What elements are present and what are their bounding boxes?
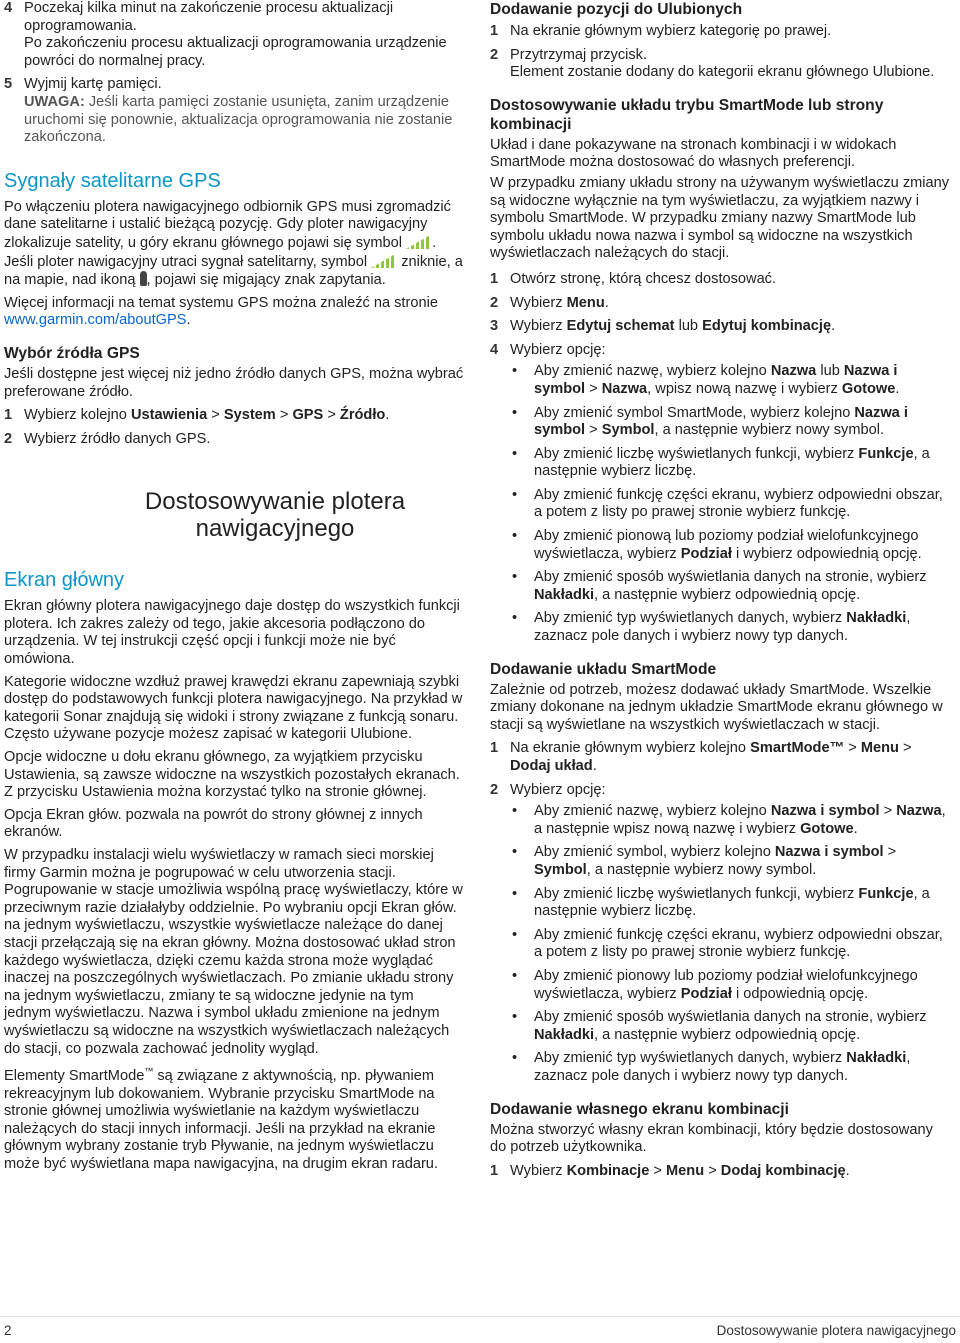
gps-heading: Sygnały satelitarne GPS bbox=[4, 169, 221, 192]
text-fragment: Aby zmienić typ wyświetlanych danych, wybierz bbox=[534, 610, 843, 627]
text-fragment: > bbox=[903, 740, 912, 757]
smartmode-options-list bbox=[490, 803, 952, 1085]
period: . bbox=[831, 318, 836, 335]
text-fragment: , a następnie wybierz odpowiednią opcję. bbox=[594, 1026, 861, 1043]
bold-term: Podział bbox=[680, 985, 732, 1002]
step-number: 2 bbox=[490, 46, 499, 63]
step-number: 1 bbox=[4, 407, 13, 424]
period: . bbox=[604, 294, 609, 311]
separator: > bbox=[211, 407, 220, 424]
text-fragment: , a następnie wybierz liczbę. bbox=[534, 885, 930, 920]
bold-term: Nazwa bbox=[601, 380, 648, 397]
gps-more-info bbox=[4, 295, 464, 330]
source-step-2 bbox=[4, 431, 464, 449]
text-fragment: , wpisz nową nazwę i wybierz bbox=[647, 380, 838, 397]
step-number: 1 bbox=[490, 740, 499, 757]
layout-heading: Dostosowywanie układu trybu SmartMode lub strony kombinacji bbox=[490, 96, 884, 133]
custom-paragraph: Można stworzyć własny ekran kombinacji, który będzie dostosowany do potrzeb użytkownika. bbox=[490, 1121, 933, 1156]
step-number: 1 bbox=[490, 270, 499, 287]
gps-paragraph bbox=[4, 199, 464, 290]
custom-step-1 bbox=[490, 1163, 952, 1181]
step-text: Wybierz źródło danych GPS. bbox=[24, 430, 211, 447]
step-number: 5 bbox=[4, 76, 13, 93]
bold-term: Nazwa i symbol bbox=[774, 844, 884, 861]
menu-menu: Menu bbox=[566, 294, 605, 311]
step-number: 1 bbox=[490, 1162, 499, 1179]
text-fragment: Na ekranie głównym wybierz kolejno bbox=[510, 740, 747, 757]
smartmode-description: są związane z aktywnością, np. pływaniem rekreacyjnym lub dokowaniem. Wybranie przycisku SmartMode na stronie głównej umożliwia wyświetlanie na każdym wyświetlaczu należących do stacji innych informacji. Jeśli na przykład na ekranie głównym wybrany zostanie tryb Pływanie, na jednym wyświetlaczu może być wyświetlana mapa nawigacyjna, na drugim ekran radaru. bbox=[4, 1067, 438, 1172]
fav-step-2 bbox=[490, 47, 952, 82]
step-number: 2 bbox=[4, 430, 13, 447]
text-fragment: Wybierz bbox=[510, 1162, 563, 1179]
bold-term: Symbol bbox=[601, 422, 655, 439]
text-fragment: Aby zmienić sposób wyświetlania danych na stronie, wybierz bbox=[534, 569, 927, 586]
gps-more-text: Więcej informacji na temat systemu GPS można znaleźć na stronie bbox=[4, 294, 438, 311]
gps-text-2: . Jeśli ploter nawigacyjny utraci sygnał satelitarny, symbol bbox=[4, 234, 437, 270]
step-subtext: Po zakończeniu procesu aktualizacji oprogramowania urządzenie powróci do normalnej pracy. bbox=[24, 35, 447, 69]
text-fragment: Aby zmienić sposób wyświetlania danych na stronie, wybierz bbox=[534, 1009, 927, 1026]
text-fragment: > bbox=[653, 1162, 662, 1179]
bold-term: Menu bbox=[860, 740, 899, 757]
layout-options-list bbox=[490, 363, 952, 645]
home-paragraph-2: Kategorie widoczne wzdłuż prawej krawędzi ekranu zapewniają szybki dostęp do podstawowych funkcji plotera nawigacyjnego. Na przykład w kategorii Sonar znajdują się widoki i strony związane z funkcją sonaru. Często używane pozycje możesz zapisać w kategorii Ulubione. bbox=[4, 673, 463, 743]
menu-source: Źródło bbox=[339, 407, 386, 424]
separator: > bbox=[327, 407, 336, 424]
step-text-plain: Wybierz bbox=[510, 318, 563, 335]
bold-term: Podział bbox=[680, 545, 732, 562]
layout-paragraph-1: Układ i dane pokazywane na stronach kombinacji i w widokach SmartMode można dostosować do własnych preferencji. bbox=[490, 136, 897, 171]
list-item bbox=[490, 528, 952, 563]
step-text: Wybierz opcję: bbox=[510, 781, 606, 798]
step-text: Poczekaj kilka minut na zakończenie procesu aktualizacji oprogramowania. bbox=[24, 0, 394, 34]
layout-paragraph-2: W przypadku zmiany układu strony na używanym wyświetlaczu zmiany są widoczne wyłącznie na tym wyświetlaczu, za wyjątkiem nazwy i symbolu SmartMode. W przypadku zmiany nazwy SmartMode lub symbolu układu nowa nazwa i symbol są widoczne na wszystkich wyświetlaczach należących do stacji. bbox=[490, 174, 950, 262]
bold-term: Nazwa i symbol bbox=[534, 363, 898, 397]
text-fragment: > bbox=[848, 740, 857, 757]
bold-term: Nazwa i symbol bbox=[534, 404, 908, 439]
step-text bbox=[510, 740, 952, 775]
step-text-plain: Wybierz bbox=[510, 294, 563, 311]
source-step-1 bbox=[4, 407, 464, 425]
text-fragment: , a następnie wybierz nowy symbol. bbox=[654, 422, 885, 439]
bold-term: Funkcje bbox=[858, 885, 914, 902]
list-item bbox=[490, 405, 952, 440]
note-text: Jeśli karta pamięci zostanie usunięta, zanim urządzenie uruchomi się ponownie, aktualizacja oprogramowania nie zostanie zakończona. bbox=[24, 93, 453, 146]
list-item bbox=[490, 569, 952, 604]
position-icon bbox=[140, 271, 147, 286]
step-text: Wyjmij kartę pamięci. bbox=[24, 76, 162, 93]
smartmode-paragraph: Zależnie od potrzeb, możesz dodawać układy SmartMode. Wszelkie zmiany dokonane na jednym układzie SmartMode ekranu głównego w stacji są wyświetlane na wszystkich wyświetlaczach w stacji. bbox=[490, 681, 943, 733]
step-number: 4 bbox=[4, 0, 13, 16]
step-subtext: Element zostanie dodany do kategorii ekranu głównego Ulubione. bbox=[510, 64, 935, 81]
text-fragment: . bbox=[853, 820, 858, 837]
layout-step-4 bbox=[490, 342, 952, 360]
text-fragment: > bbox=[589, 422, 598, 439]
text-fragment: . bbox=[592, 758, 597, 774]
bold-term: Gotowe bbox=[800, 820, 854, 837]
list-item bbox=[490, 363, 952, 398]
step-number: 2 bbox=[490, 294, 499, 311]
text-fragment: > bbox=[883, 803, 893, 820]
step-number: 3 bbox=[490, 318, 499, 335]
step-text-plain: lub bbox=[678, 318, 699, 335]
home-heading: Ekran główny bbox=[4, 569, 125, 592]
menu-gps: GPS bbox=[292, 407, 324, 424]
right-column bbox=[490, 0, 952, 1186]
text-fragment: i wybierz odpowiednią opcję. bbox=[735, 545, 922, 562]
separator: > bbox=[279, 407, 289, 424]
text-fragment: > bbox=[589, 380, 598, 397]
layout-step-3 bbox=[490, 318, 952, 336]
step-text: Przytrzymaj przycisk. bbox=[510, 46, 648, 63]
bold-term: Gotowe bbox=[841, 380, 896, 397]
bold-term: Nazwa i symbol bbox=[770, 803, 880, 820]
list-item bbox=[490, 446, 952, 481]
menu-edit-layout: Edytuj schemat bbox=[566, 318, 675, 335]
menu-system: System bbox=[223, 407, 276, 424]
text-fragment: , a następnie wpisz nową nazwę i wybierz bbox=[534, 803, 946, 837]
gps-text-4: , pojawi się migający znak zapytania. bbox=[146, 272, 386, 289]
list-item bbox=[490, 968, 952, 1003]
home-paragraph-1: Ekran główny plotera nawigacyjnego daje dostęp do wszystkich funkcji plotera. Ich zakres zależy od tego, jakie akcesoria podłączono do urządzenia. W tej instrukcji część opcji i funkcji może nie być omówiona. bbox=[4, 598, 460, 668]
text-fragment: Aby zmienić liczbę wyświetlanych funkcji, wybierz bbox=[534, 445, 855, 462]
smart-step-1 bbox=[490, 740, 952, 775]
layout-step-2 bbox=[490, 295, 952, 313]
bold-term: Symbol bbox=[534, 861, 587, 878]
left-column bbox=[4, 0, 464, 1177]
text-fragment: Aby zmienić funkcję części ekranu, wybierz odpowiedni obszar, a potem z listy po prawej stronie wybierz funkcję. bbox=[534, 486, 943, 521]
list-item bbox=[490, 886, 952, 921]
step-text-plain: Wybierz kolejno bbox=[24, 407, 127, 424]
text-fragment: . bbox=[895, 380, 900, 397]
fav-step-1 bbox=[490, 23, 952, 41]
favorites-heading: Dodawanie pozycji do Ulubionych bbox=[490, 1, 743, 18]
gps-more-end: . bbox=[186, 312, 191, 329]
trademark: ™ bbox=[144, 1066, 154, 1077]
text-fragment: Aby zmienić symbol SmartMode, wybierz kolejno bbox=[534, 404, 851, 421]
text-fragment: lub bbox=[820, 363, 840, 380]
bold-term: Nazwa bbox=[896, 803, 942, 820]
step-number: 2 bbox=[490, 781, 499, 798]
menu-settings: Ustawienia bbox=[130, 407, 208, 424]
footer-divider bbox=[0, 1316, 960, 1317]
smart-step-2 bbox=[490, 782, 952, 800]
text-fragment: . bbox=[845, 1162, 850, 1179]
list-item bbox=[490, 803, 952, 838]
home-paragraph-6 bbox=[4, 1063, 464, 1173]
step-text: Wybierz opcję: bbox=[510, 341, 606, 358]
bold-term: Nakładki bbox=[534, 586, 595, 603]
layout-step-1 bbox=[490, 271, 952, 289]
list-item bbox=[490, 610, 952, 645]
text-fragment: Aby zmienić nazwę, wybierz kolejno bbox=[534, 803, 767, 820]
list-item bbox=[490, 1009, 952, 1044]
bold-term: SmartMode™ bbox=[750, 740, 845, 757]
gps-source-heading: Wybór źródła GPS bbox=[4, 344, 140, 362]
gps-text-3: zniknie, a na mapie, nad ikoną bbox=[4, 253, 463, 289]
chapter-title: Dostosowywanie plotera nawigacyjnego bbox=[144, 488, 406, 543]
gps-signal-icon bbox=[406, 234, 432, 249]
page-number: 2 bbox=[4, 1323, 12, 1338]
text-fragment: Aby zmienić symbol, wybierz kolejno bbox=[534, 844, 771, 861]
home-paragraph-3: Opcje widoczne u dołu ekranu głównego, za wyjątkiem przycisku Ustawienia, są zawsze widoczne na wszystkich pozostałych ekranach. Z przycisku Ustawienia można korzystać tylko na stronie głównej. bbox=[4, 749, 460, 801]
text-fragment: Aby zmienić liczbę wyświetlanych funkcji, wybierz bbox=[534, 885, 855, 902]
step-5 bbox=[4, 76, 464, 146]
footer-title: Dostosowywanie plotera nawigacyjnego bbox=[716, 1323, 956, 1338]
list-item bbox=[490, 844, 952, 879]
bold-term: Nazwa bbox=[770, 363, 817, 380]
garmin-gps-link[interactable]: www.garmin.com/aboutGPS bbox=[4, 312, 187, 329]
note bbox=[24, 94, 464, 147]
bold-term: Dodaj kombinację bbox=[720, 1162, 846, 1179]
text-fragment: Aby zmienić pionową lub poziomy podział wielofunkcyjnego wyświetlacza, wybierz bbox=[534, 528, 919, 562]
text-fragment: , zaznacz pole danych i wybierz nowy typ danych. bbox=[534, 1050, 911, 1084]
bold-term: Kombinacje bbox=[566, 1162, 650, 1179]
step-text bbox=[510, 295, 952, 313]
list-item bbox=[490, 1050, 952, 1085]
bold-term: Nakładki bbox=[846, 1050, 907, 1067]
list-item bbox=[490, 487, 952, 522]
bold-term: Nakładki bbox=[534, 1026, 595, 1043]
text-fragment: , a następnie wybierz odpowiednią opcję. bbox=[594, 586, 861, 603]
text-fragment: Aby zmienić nazwę, wybierz kolejno bbox=[534, 363, 767, 380]
home-paragraph-4: Opcja Ekran głów. pozwala na powrót do strony głównej z innych ekranów. bbox=[4, 806, 423, 841]
text-fragment: , a następnie wybierz liczbę. bbox=[534, 445, 930, 480]
text-fragment: Aby zmienić typ wyświetlanych danych, wybierz bbox=[534, 1050, 843, 1067]
gps-signal-icon bbox=[371, 253, 397, 268]
note-label: UWAGA: bbox=[24, 93, 85, 110]
gps-source-paragraph: Jeśli dostępne jest więcej niż jedno źródło danych GPS, można wybrać preferowane źródło. bbox=[4, 365, 464, 400]
step-text bbox=[510, 318, 952, 336]
text-fragment: > bbox=[887, 844, 897, 861]
custom-combination-heading: Dodawanie własnego ekranu kombinacji bbox=[490, 1100, 789, 1118]
step-text bbox=[24, 407, 464, 425]
text-fragment: i odpowiednią opcję. bbox=[735, 985, 869, 1002]
text-fragment: , zaznacz pole danych i wybierz nowy typ danych. bbox=[534, 610, 911, 645]
step-number: 1 bbox=[490, 23, 499, 39]
step-number: 4 bbox=[490, 341, 499, 358]
gps-text-1: Po włączeniu plotera nawigacyjnego odbiornik GPS musi zgromadzić dane satelitarne i ustalić bieżącą pozycję. Gdy ploter nawigacyjny zlokalizuje satelity, u góry ekranu głównego pojawi się symbol bbox=[4, 198, 451, 251]
bold-term: Menu bbox=[666, 1162, 705, 1179]
text-fragment: Aby zmienić pionowy lub poziomy podział wielofunkcyjnego wyświetlacza, wybierz bbox=[534, 967, 918, 1002]
step-text bbox=[510, 1163, 952, 1181]
bold-term: Nakładki bbox=[846, 610, 907, 627]
period: . bbox=[385, 407, 390, 424]
text-fragment: Aby zmienić funkcję części ekranu, wybierz odpowiedni obszar, a potem z listy po prawej stronie wybierz funkcję. bbox=[534, 926, 943, 961]
list-item bbox=[490, 927, 952, 962]
bold-term: Dodaj układ bbox=[510, 758, 593, 774]
step-text: Na ekranie głównym wybierz kategorię po prawej. bbox=[510, 23, 832, 39]
text-fragment: > bbox=[708, 1162, 717, 1179]
step-4 bbox=[4, 0, 464, 70]
step-text: Otwórz stronę, którą chcesz dostosować. bbox=[510, 270, 777, 287]
home-paragraph-5: W przypadku instalacji wielu wyświetlaczy w ramach sieci morskiej firmy Garmin można je pogrupować w celu utworzenia stacji. Pogrupowanie w stacje umożliwia wspólną pracę wyświetlaczy, które w przeciwnym razie działałyby oddzielnie. Po wybraniu opcji Ekran głów. na jednym wyświetlaczu, wszystkie wyświetlacze należące do danej stacji przełączają się na ekran główny. Można dostosować układ stron każdego wyświetlacza, dzięki czemu każda strona może wyglądać inaczej na poszczególnych wyświetlaczach. Po zmianie układu strony na jednym wyświetlaczu, zmiany te są widoczne jedynie na tym jednym wyświetlaczu. Nazwa i symbol układu zmienione na jednym wyświetlaczu są widoczne na wszystkich wyświetlaczach należących do stacji, co pozwala zachować jednolity wygląd. bbox=[4, 847, 463, 1057]
smartmode-heading: Dodawanie układu SmartMode bbox=[490, 660, 717, 678]
text-fragment: , a następnie wybierz nowy symbol. bbox=[586, 861, 817, 878]
bold-term: Funkcje bbox=[858, 445, 914, 462]
smartmode-text: Elementy SmartMode bbox=[4, 1067, 145, 1084]
menu-edit-combination: Edytuj kombinację bbox=[702, 318, 832, 335]
